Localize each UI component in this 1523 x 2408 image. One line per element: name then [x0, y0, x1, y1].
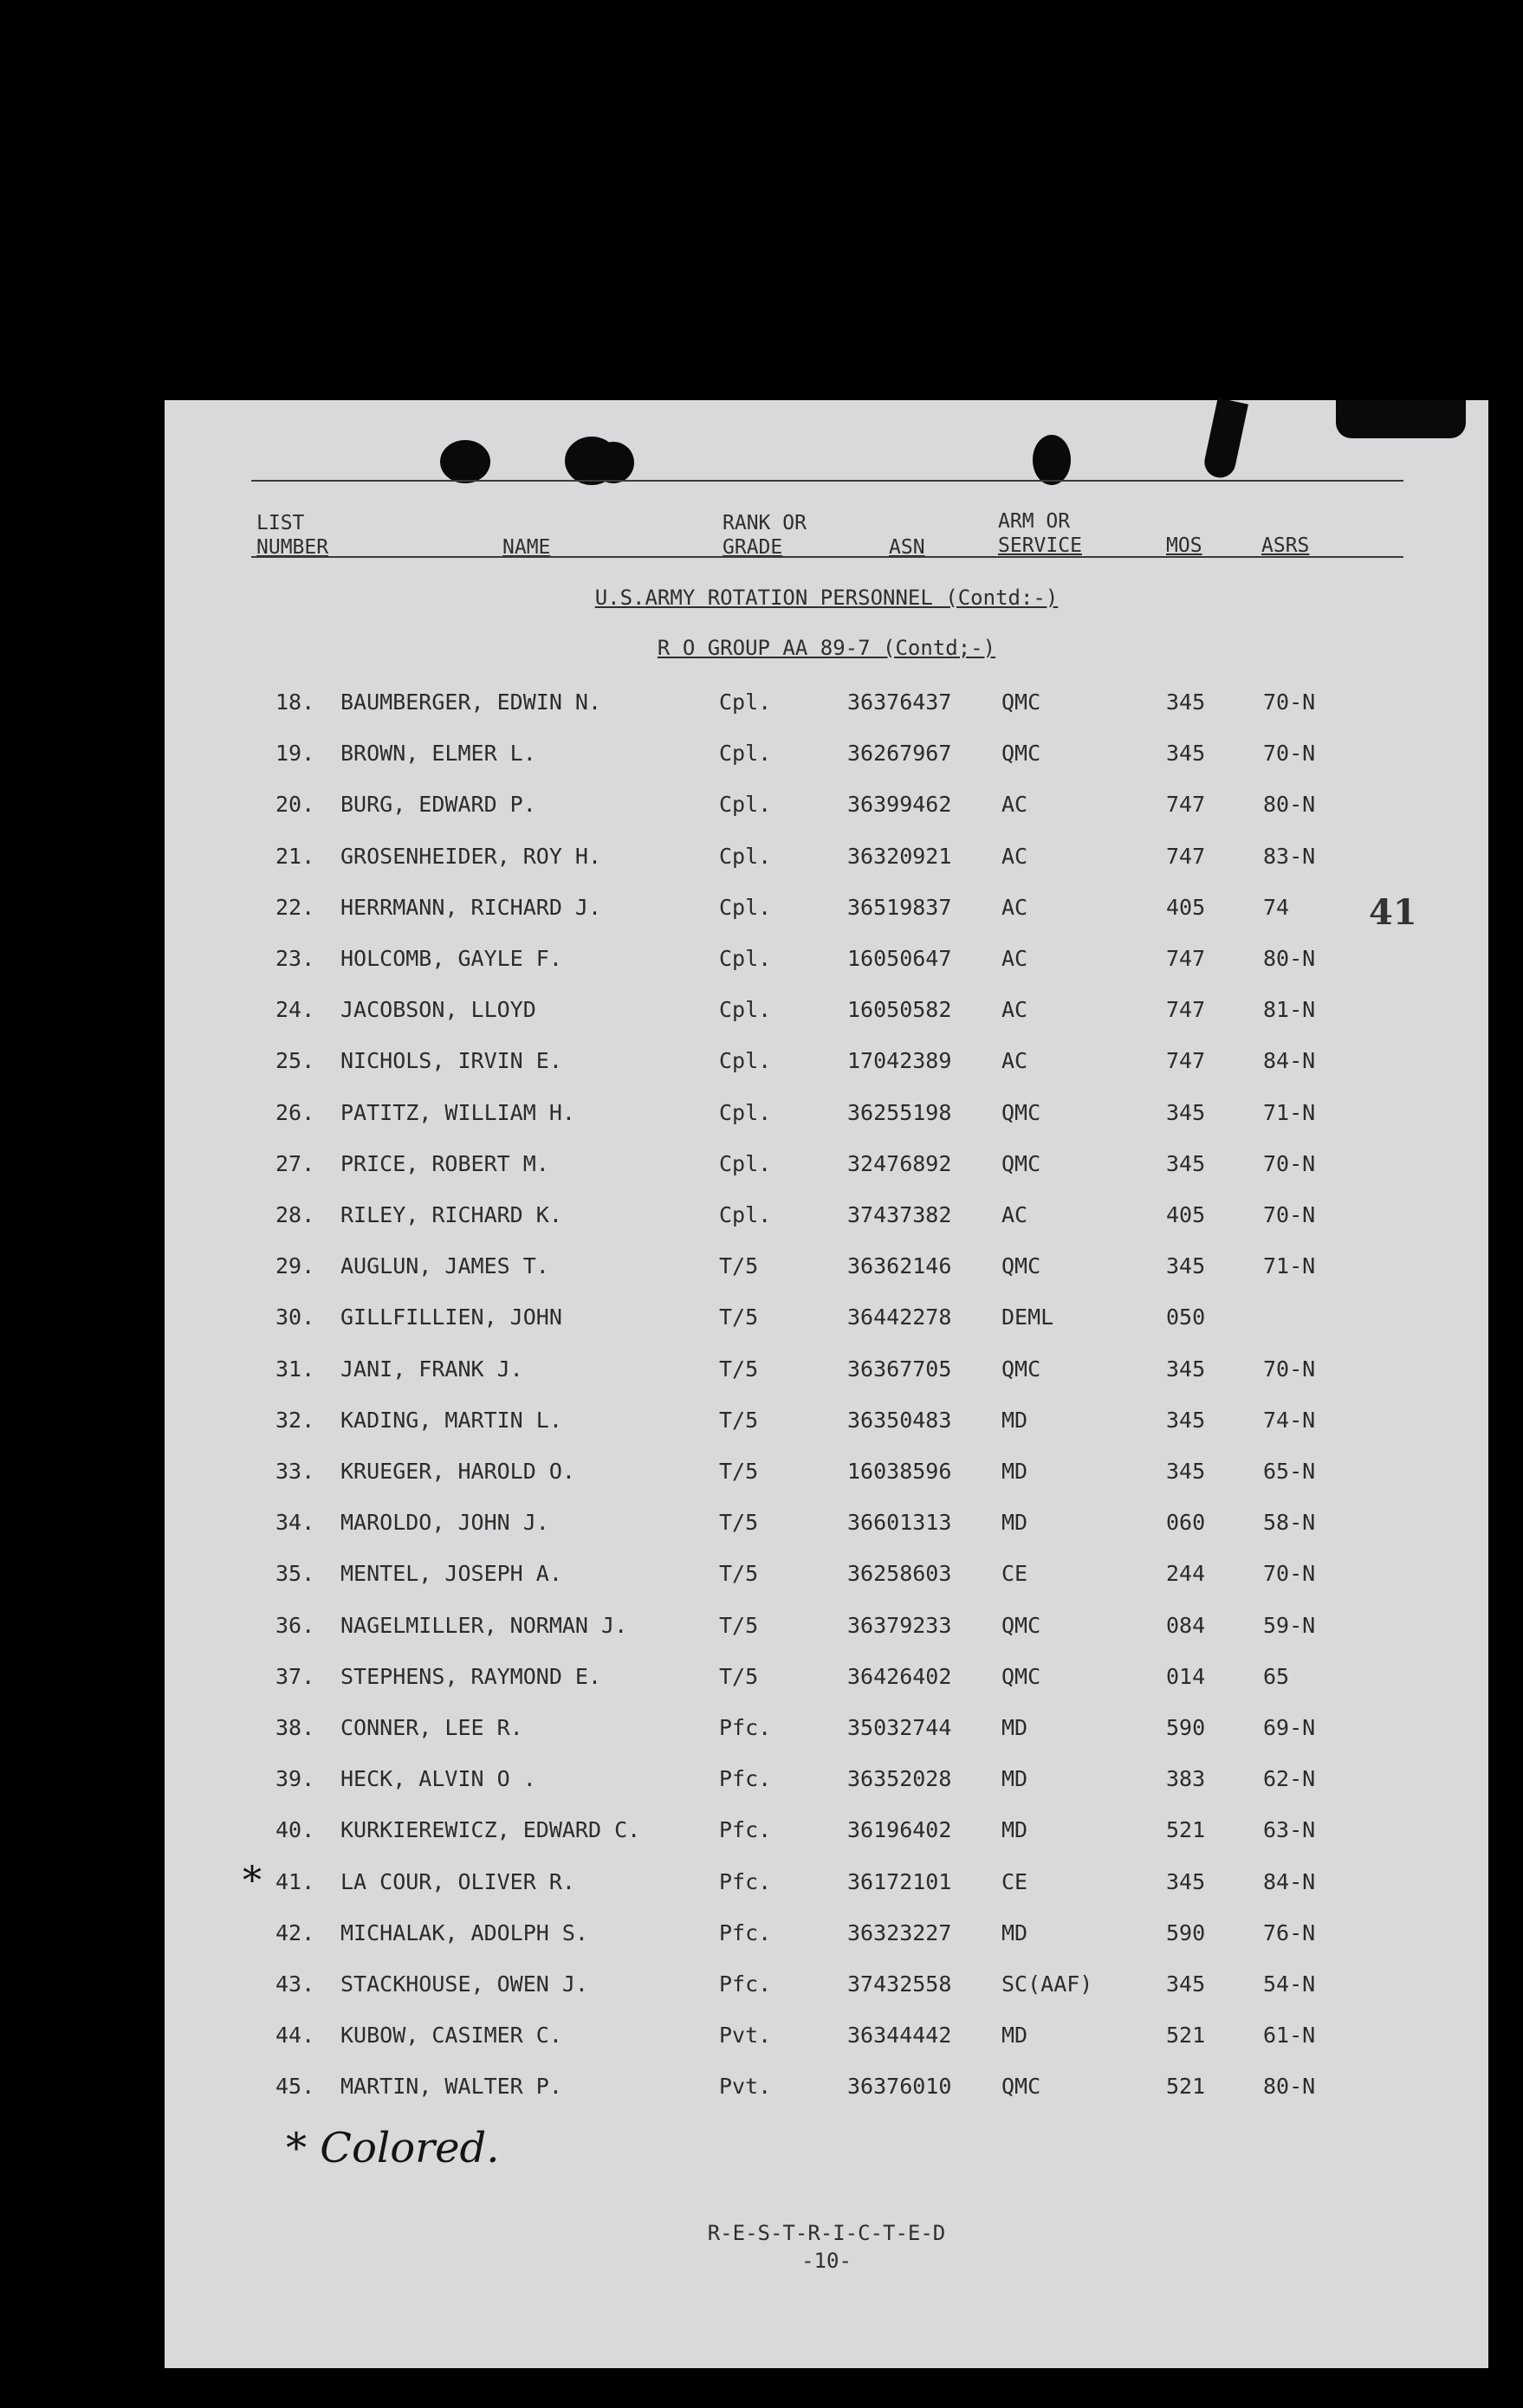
list-row	[165, 1151, 1488, 1186]
list-row	[165, 1766, 1488, 1801]
cell-arm: CE	[1001, 1868, 1028, 1894]
cell-asrs: 62-N	[1263, 1766, 1316, 1792]
cell-mos: 345	[1166, 1253, 1206, 1279]
list-row	[165, 1408, 1488, 1442]
cell-asn: 36519837	[847, 894, 952, 920]
cell-arm: AC	[1001, 894, 1028, 920]
cell-arm: QMC	[1001, 1356, 1041, 1382]
cell-asrs: 61-N	[1263, 2023, 1316, 2049]
cell-name: MICHALAK, ADOLPH S.	[340, 1919, 588, 1945]
cell-grade: Pfc.	[719, 1766, 772, 1792]
header-asn: ASN	[889, 536, 925, 559]
cell-name: MAROLDO, JOHN J.	[340, 1510, 549, 1536]
cell-arm: MD	[1001, 1407, 1028, 1433]
cell-mos: 747	[1166, 1048, 1206, 1074]
cell-grade: T/5	[719, 1459, 759, 1484]
cell-asrs: 70-N	[1263, 689, 1316, 715]
cell-arm: MD	[1001, 1766, 1028, 1792]
cell-num: 25.	[275, 1048, 315, 1074]
cell-asrs: 59-N	[1263, 1612, 1316, 1638]
cell-grade: Pvt.	[719, 2023, 772, 2049]
cell-mos: 084	[1166, 1612, 1206, 1638]
cell-asn: 36172101	[847, 1868, 952, 1894]
section-title: U.S.ARMY ROTATION PERSONNEL (Contd:-)	[594, 586, 1059, 610]
handwritten-note	[286, 2124, 499, 2172]
cell-grade: T/5	[719, 1253, 759, 1279]
cell-asrs: 84-N	[1263, 1048, 1316, 1074]
cell-num: 31.	[275, 1356, 315, 1382]
cell-asrs: 58-N	[1263, 1510, 1316, 1536]
cell-arm: DEML	[1001, 1304, 1054, 1330]
cell-asn: 36426402	[847, 1663, 952, 1689]
cell-grade: Cpl.	[719, 792, 772, 818]
cell-mos: 345	[1166, 741, 1206, 767]
cell-asrs: 83-N	[1263, 843, 1316, 869]
cell-mos: 345	[1166, 1356, 1206, 1382]
cell-grade: T/5	[719, 1561, 759, 1587]
cell-num: 45.	[275, 2074, 315, 2100]
cell-mos: 244	[1166, 1561, 1206, 1587]
cell-name: PRICE, ROBERT M.	[340, 1150, 549, 1176]
cell-name: HERRMANN, RICHARD J.	[340, 894, 602, 920]
cell-asrs: 84-N	[1263, 1868, 1316, 1894]
cell-num: 42.	[275, 1919, 315, 1945]
cell-mos: 521	[1166, 2023, 1206, 2049]
cell-name: HOLCOMB, GAYLE F.	[340, 946, 562, 971]
cell-asn: 32476892	[847, 1150, 952, 1176]
group-title: R O GROUP AA 89-7 (Contd;-)	[657, 636, 996, 660]
cell-name: BAUMBERGER, EDWIN N.	[340, 689, 602, 715]
asterisk-mark: *	[243, 1858, 262, 1903]
footer-restricted: R-E-S-T-R-I-C-T-E-D	[707, 2221, 946, 2245]
cell-arm: AC	[1001, 1048, 1028, 1074]
cell-name: PATITZ, WILLIAM H.	[340, 1099, 575, 1125]
cell-arm: AC	[1001, 946, 1028, 971]
cell-grade: T/5	[719, 1510, 759, 1536]
list-row	[165, 895, 1488, 929]
cell-asn: 36367705	[847, 1356, 952, 1382]
cell-arm: QMC	[1001, 1253, 1041, 1279]
cell-arm: QMC	[1001, 1099, 1041, 1125]
cell-mos: 590	[1166, 1715, 1206, 1740]
cell-asn: 36258603	[847, 1561, 952, 1587]
list-row	[165, 946, 1488, 981]
header-rank: RANK OR GRADE	[723, 512, 807, 559]
list-row	[165, 1858, 1488, 1904]
cell-asrs: 80-N	[1263, 2074, 1316, 2100]
top-rule	[251, 480, 1403, 482]
cell-asn: 36352028	[847, 1766, 952, 1792]
cell-mos: 521	[1166, 1817, 1206, 1843]
cell-asrs: 76-N	[1263, 1919, 1316, 1945]
cell-asrs: 70-N	[1263, 1202, 1316, 1227]
cell-arm: MD	[1001, 1715, 1028, 1740]
cell-num: 33.	[275, 1459, 315, 1484]
cell-num: 30.	[275, 1304, 315, 1330]
cell-asn: 36399462	[847, 792, 952, 818]
cell-arm: AC	[1001, 843, 1028, 869]
cell-num: 27.	[275, 1150, 315, 1176]
cell-asrs: 69-N	[1263, 1715, 1316, 1740]
cell-arm: QMC	[1001, 689, 1041, 715]
cell-grade: Cpl.	[719, 946, 772, 971]
cell-num: 38.	[275, 1715, 315, 1740]
cell-arm: MD	[1001, 2023, 1028, 2049]
cell-arm: QMC	[1001, 1150, 1041, 1176]
list-row	[165, 792, 1488, 826]
cell-asn: 36196402	[847, 1817, 952, 1843]
cell-asrs: 65	[1263, 1663, 1290, 1689]
list-row	[165, 1971, 1488, 2006]
cell-grade: Cpl.	[719, 741, 772, 767]
cell-asn: 37432558	[847, 1971, 952, 1997]
cell-mos: 345	[1166, 1099, 1206, 1125]
cell-asrs: 63-N	[1263, 1817, 1316, 1843]
list-row	[165, 1561, 1488, 1596]
cell-name: BROWN, ELMER L.	[340, 741, 536, 767]
list-row	[165, 1253, 1488, 1288]
cell-num: 20.	[275, 792, 315, 818]
list-row	[165, 1664, 1488, 1699]
cell-asrs: 71-N	[1263, 1253, 1316, 1279]
header-mos: MOS	[1166, 534, 1202, 557]
cell-grade: Cpl.	[719, 997, 772, 1023]
list-row	[165, 844, 1488, 878]
cell-arm: QMC	[1001, 1663, 1041, 1689]
cell-name: STEPHENS, RAYMOND E.	[340, 1663, 602, 1689]
cell-grade: Pvt.	[719, 2074, 772, 2100]
cell-grade: Cpl.	[719, 1150, 772, 1176]
cell-asrs: 65-N	[1263, 1459, 1316, 1484]
cell-asrs: 70-N	[1263, 1561, 1316, 1587]
cell-grade: Pfc.	[719, 1817, 772, 1843]
note-text: Colored.	[320, 2124, 500, 2172]
cell-name: HECK, ALVIN O .	[340, 1766, 536, 1792]
cell-name: KRUEGER, HAROLD O.	[340, 1459, 575, 1484]
cell-arm: MD	[1001, 1510, 1028, 1536]
cell-grade: Pfc.	[719, 1919, 772, 1945]
cell-arm: MD	[1001, 1817, 1028, 1843]
list-row	[165, 1202, 1488, 1237]
cell-grade: T/5	[719, 1407, 759, 1433]
cell-asrs: 81-N	[1263, 997, 1316, 1023]
cell-grade: Pfc.	[719, 1868, 772, 1894]
cell-name: KADING, MARTIN L.	[340, 1407, 562, 1433]
cell-grade: T/5	[719, 1356, 759, 1382]
cell-arm: QMC	[1001, 1612, 1041, 1638]
cell-asn: 36350483	[847, 1407, 952, 1433]
cell-grade: Cpl.	[719, 1202, 772, 1227]
cell-grade: T/5	[719, 1663, 759, 1689]
cell-asrs: 80-N	[1263, 946, 1316, 971]
header-list-number: LIST NUMBER	[256, 512, 329, 559]
cell-name: AUGLUN, JAMES T.	[340, 1253, 549, 1279]
cell-name: JACOBSON, LLOYD	[340, 997, 536, 1023]
header-name: NAME	[502, 536, 551, 559]
cell-arm: AC	[1001, 997, 1028, 1023]
cell-asn: 36601313	[847, 1510, 952, 1536]
list-row	[165, 1817, 1488, 1852]
cell-name: KUBOW, CASIMER C.	[340, 2023, 562, 2049]
list-row	[165, 741, 1488, 775]
torn-edge	[1202, 398, 1248, 481]
cell-num: 26.	[275, 1099, 315, 1125]
cell-grade: Cpl.	[719, 689, 772, 715]
list-row	[165, 1356, 1488, 1391]
cell-mos: 405	[1166, 1202, 1206, 1227]
cell-grade: Pfc.	[719, 1971, 772, 1997]
cell-name: CONNER, LEE R.	[340, 1715, 523, 1740]
footer-page-number: -10-	[801, 2249, 852, 2273]
cell-asn: 36376437	[847, 689, 952, 715]
cell-num: 36.	[275, 1612, 315, 1638]
cell-num: 41.	[275, 1868, 315, 1894]
list-row	[165, 1100, 1488, 1135]
cell-mos: 050	[1166, 1304, 1206, 1330]
cell-asrs: 54-N	[1263, 1971, 1316, 1997]
cell-name: STACKHOUSE, OWEN J.	[340, 1971, 588, 1997]
cell-num: 35.	[275, 1561, 315, 1587]
punch-hole	[593, 442, 634, 483]
cell-asn: 37437382	[847, 1202, 952, 1227]
list-row	[165, 997, 1488, 1032]
cell-asn: 36323227	[847, 1919, 952, 1945]
cell-name: NAGELMILLER, NORMAN J.	[340, 1612, 628, 1638]
cell-asn: 36442278	[847, 1304, 952, 1330]
cell-arm: MD	[1001, 1919, 1028, 1945]
cell-asn: 36267967	[847, 741, 952, 767]
cell-mos: 345	[1166, 1459, 1206, 1484]
cell-asrs: 74	[1263, 894, 1290, 920]
cell-num: 28.	[275, 1202, 315, 1227]
cell-arm: MD	[1001, 1459, 1028, 1484]
list-row	[165, 1459, 1488, 1493]
cell-name: NICHOLS, IRVIN E.	[340, 1048, 562, 1074]
cell-num: 24.	[275, 997, 315, 1023]
cell-mos: 747	[1166, 843, 1206, 869]
cell-asrs: 70-N	[1263, 1150, 1316, 1176]
cell-mos: 345	[1166, 1868, 1206, 1894]
cell-num: 44.	[275, 2023, 315, 2049]
cell-asn: 16050647	[847, 946, 952, 971]
list-row	[165, 1510, 1488, 1544]
cell-arm: CE	[1001, 1561, 1028, 1587]
asterisk-mark: *	[286, 2124, 307, 2172]
cell-grade: Cpl.	[719, 894, 772, 920]
cell-name: MENTEL, JOSEPH A.	[340, 1561, 562, 1587]
cell-arm: SC(AAF)	[1001, 1971, 1093, 1997]
cell-num: 37.	[275, 1663, 315, 1689]
cell-mos: 521	[1166, 2074, 1206, 2100]
list-row	[165, 2074, 1488, 2108]
cell-mos: 747	[1166, 946, 1206, 971]
cell-asn: 36362146	[847, 1253, 952, 1279]
cell-asn: 36379233	[847, 1612, 952, 1638]
cell-asn: 36255198	[847, 1099, 952, 1125]
cell-num: 32.	[275, 1407, 315, 1433]
cell-name: GROSENHEIDER, ROY H.	[340, 843, 602, 869]
cell-num: 29.	[275, 1253, 315, 1279]
header-rule	[251, 556, 1403, 558]
list-row	[165, 689, 1488, 724]
cell-grade: T/5	[719, 1304, 759, 1330]
cell-mos: 060	[1166, 1510, 1206, 1536]
cell-mos: 345	[1166, 1407, 1206, 1433]
cell-num: 39.	[275, 1766, 315, 1792]
cell-mos: 747	[1166, 792, 1206, 818]
cell-asrs: 71-N	[1263, 1099, 1316, 1125]
cell-grade: Cpl.	[719, 1099, 772, 1125]
cell-mos: 383	[1166, 1766, 1206, 1792]
cell-name: JANI, FRANK J.	[340, 1356, 523, 1382]
cell-num: 34.	[275, 1510, 315, 1536]
list-row	[165, 1920, 1488, 1955]
cell-grade: T/5	[719, 1612, 759, 1638]
cell-mos: 345	[1166, 1150, 1206, 1176]
cell-name: LA COUR, OLIVER R.	[340, 1868, 575, 1894]
torn-edge	[1336, 400, 1466, 438]
cell-grade: Cpl.	[719, 843, 772, 869]
cell-asn: 36376010	[847, 2074, 952, 2100]
cell-num: 19.	[275, 741, 315, 767]
cell-arm: AC	[1001, 792, 1028, 818]
list-row	[165, 1613, 1488, 1647]
cell-asrs: 70-N	[1263, 741, 1316, 767]
cell-num: 18.	[275, 689, 315, 715]
cell-mos: 345	[1166, 1971, 1206, 1997]
cell-asn: 16050582	[847, 997, 952, 1023]
cell-num: 23.	[275, 946, 315, 971]
cell-name: KURKIEREWICZ, EDWARD C.	[340, 1817, 641, 1843]
list-row	[165, 1715, 1488, 1750]
cell-asn: 35032744	[847, 1715, 952, 1740]
cell-asn: 36344442	[847, 2023, 952, 2049]
cell-mos: 590	[1166, 1919, 1206, 1945]
header-asrs: ASRS	[1261, 534, 1310, 557]
cell-arm: AC	[1001, 1202, 1028, 1227]
cell-arm: QMC	[1001, 741, 1041, 767]
cell-num: 43.	[275, 1971, 315, 1997]
cell-name: GILLFILLIEN, JOHN	[340, 1304, 562, 1330]
cell-name: RILEY, RICHARD K.	[340, 1202, 562, 1227]
list-row	[165, 1304, 1488, 1339]
cell-mos: 405	[1166, 894, 1206, 920]
cell-arm: QMC	[1001, 2074, 1041, 2100]
cell-asrs: 70-N	[1263, 1356, 1316, 1382]
document-page	[165, 400, 1488, 2368]
cell-asn: 16038596	[847, 1459, 952, 1484]
cell-num: 40.	[275, 1817, 315, 1843]
cell-asn: 17042389	[847, 1048, 952, 1074]
header-arm: ARM OR SERVICE	[998, 510, 1082, 557]
cell-asn: 36320921	[847, 843, 952, 869]
cell-mos: 014	[1166, 1663, 1206, 1689]
cell-name: MARTIN, WALTER P.	[340, 2074, 562, 2100]
cell-asrs: 80-N	[1263, 792, 1316, 818]
margin-number: 41	[1369, 892, 1417, 933]
cell-num: 22.	[275, 894, 315, 920]
cell-num: 21.	[275, 843, 315, 869]
list-row	[165, 1048, 1488, 1083]
cell-mos: 747	[1166, 997, 1206, 1023]
torn-edge	[1033, 435, 1071, 485]
cell-grade: Pfc.	[719, 1715, 772, 1740]
cell-asrs: 74-N	[1263, 1407, 1316, 1433]
cell-grade: Cpl.	[719, 1048, 772, 1074]
punch-hole	[440, 440, 490, 483]
cell-name: BURG, EDWARD P.	[340, 792, 536, 818]
list-row	[165, 2023, 1488, 2057]
cell-mos: 345	[1166, 689, 1206, 715]
